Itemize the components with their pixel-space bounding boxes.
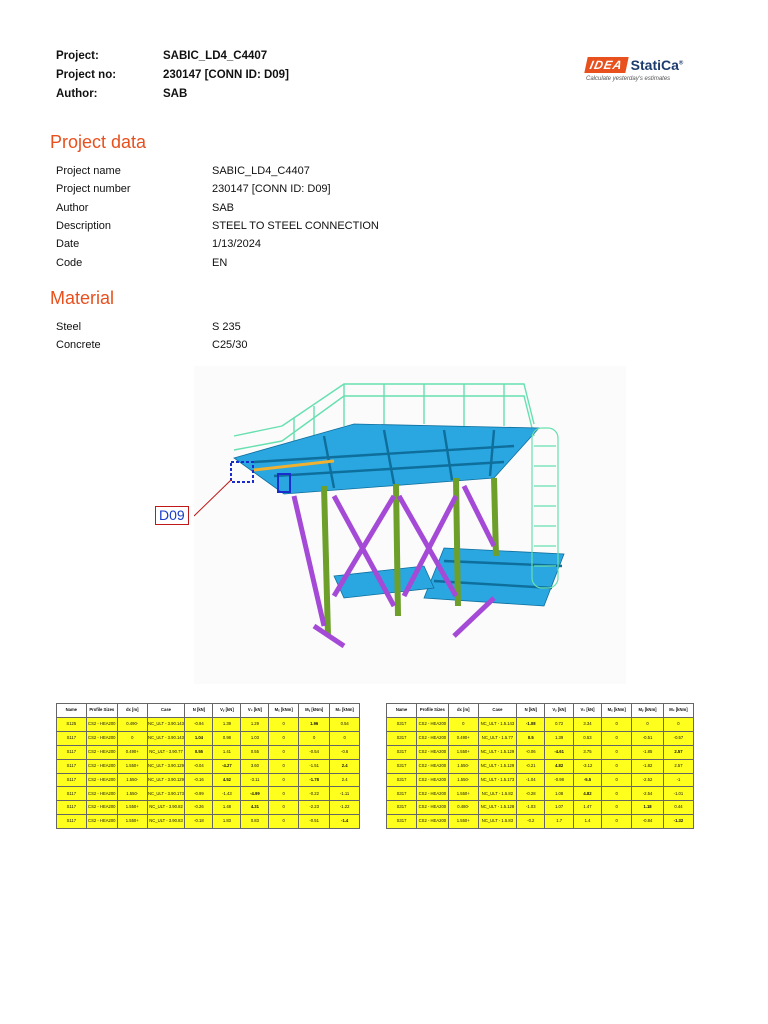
table-cell: 1.39 — [545, 731, 573, 745]
table-cell: CS2 - HEA200 — [417, 787, 449, 801]
table-cell: 2.57 — [663, 759, 693, 773]
table-cell: 0 — [269, 773, 299, 787]
table-cell: NC_ULT - 3.90.173 — [147, 787, 185, 801]
kv-row — [56, 336, 247, 354]
table-cell: -0.99 — [185, 787, 213, 801]
table-row — [57, 787, 360, 801]
table-cell: -2.52 — [632, 773, 664, 787]
table-cell: NC_ULT - 1.5.128 — [478, 801, 516, 815]
table-cell: 1.41 — [213, 745, 241, 759]
table-row — [57, 731, 360, 745]
kv-label: Steel — [56, 321, 82, 334]
table-cell: -0.57 — [663, 731, 693, 745]
header-value: SAB — [163, 87, 188, 100]
table-header-row — [57, 704, 360, 718]
table-cell: -1.08 — [517, 718, 545, 732]
table-cell: 1.550+ — [117, 815, 147, 829]
kv-value: SAB — [212, 201, 235, 214]
table-cell: -0.84 — [632, 815, 664, 829]
table-cell: CS2 - HEA200 — [417, 731, 449, 745]
kv-row — [56, 318, 247, 336]
table-cell: 0 — [602, 731, 632, 745]
column-header: M₂ [kNm] — [330, 704, 360, 718]
table-cell: 1.08 — [545, 787, 573, 801]
column-header: N [kN] — [517, 704, 545, 718]
table-cell: -3.12 — [573, 759, 601, 773]
kv-value: SABIC_LD4_C4407 — [212, 165, 310, 178]
table-cell: NC_ULT - 3.90.129 — [147, 759, 185, 773]
table-row — [57, 718, 360, 732]
table-cell: -1.32 — [663, 815, 693, 829]
kv-row — [56, 235, 379, 253]
column-header: dx [m] — [448, 704, 478, 718]
table-cell: S317 — [387, 718, 417, 732]
kv-label: Author — [56, 201, 89, 214]
table-cell: -4.61 — [545, 745, 573, 759]
column-header: Vᵧ [kN] — [213, 704, 241, 718]
table-cell: 0.83 — [241, 815, 269, 829]
table-cell: CS2 - HEA200 — [86, 731, 117, 745]
table-cell: 0 — [269, 787, 299, 801]
logo-mark: IDEA — [584, 57, 628, 73]
table-cell: CS2 - HEA200 — [86, 759, 117, 773]
column-header: Name — [57, 704, 87, 718]
table-cell: S117 — [57, 801, 87, 815]
table-cell: NC_ULT - 3.90.143 — [147, 731, 185, 745]
table-cell: 0.72 — [545, 718, 573, 732]
table-cell: 0 — [602, 745, 632, 759]
table-cell: -1 — [663, 773, 693, 787]
steel-structure-drawing — [194, 366, 626, 684]
table-cell: S117 — [57, 759, 87, 773]
table-header-row — [387, 704, 694, 718]
table-cell: -2.23 — [299, 801, 330, 815]
table-cell: NC_ULT - 1.5.83 — [478, 815, 516, 829]
table-cell: 1.550+ — [448, 787, 478, 801]
table-cell: 3.75 — [573, 745, 601, 759]
table-cell: 0.490+ — [117, 745, 147, 759]
header-row-author — [56, 84, 289, 103]
table-cell: S317 — [387, 745, 417, 759]
table-cell: -0.51 — [632, 731, 664, 745]
table-cell: S117 — [57, 745, 87, 759]
table-cell: CS2 - HEA200 — [417, 745, 449, 759]
table-cell: 0 — [602, 773, 632, 787]
table-cell: 0.480- — [448, 801, 478, 815]
table-cell: 1.550- — [117, 787, 147, 801]
table-cell: 1.550+ — [448, 745, 478, 759]
table-cell: -1.22 — [330, 801, 360, 815]
table-cell: 0 — [269, 815, 299, 829]
table-cell: 2.57 — [663, 745, 693, 759]
table-cell: 1.550+ — [117, 759, 147, 773]
kv-row — [56, 217, 379, 235]
project-data-list — [56, 162, 379, 272]
kv-value: EN — [212, 256, 228, 269]
table-cell: 0 — [269, 745, 299, 759]
table-cell: 1.4 — [573, 815, 601, 829]
table-cell: -0.16 — [185, 773, 213, 787]
table-cell: -4.99 — [241, 787, 269, 801]
column-header: M₂ [kNm] — [663, 704, 693, 718]
table-cell: S117 — [57, 773, 87, 787]
idea-statica-logo — [586, 56, 726, 90]
logo-tagline: Calculate yesterday's estimates — [586, 76, 671, 82]
table-cell: S117 — [57, 815, 87, 829]
table-cell: CS2 - HEA200 — [86, 787, 117, 801]
kv-row — [56, 199, 379, 217]
table-cell: 1.03 — [241, 731, 269, 745]
column-header: Profile Sizes — [417, 704, 449, 718]
table-cell: CS2 - HEA200 — [86, 745, 117, 759]
table-cell: -5.5 — [573, 773, 601, 787]
table-cell: 0 — [330, 731, 360, 745]
table-cell: -1.01 — [663, 787, 693, 801]
table-cell: -1.04 — [517, 773, 545, 787]
table-cell: NC_ULT - 1.5.173 — [478, 773, 516, 787]
kv-label: Description — [56, 220, 112, 233]
table-cell: -1.03 — [517, 801, 545, 815]
table-cell: 1.550+ — [448, 815, 478, 829]
column-header: N [kN] — [185, 704, 213, 718]
table-cell: CS2 - HEA200 — [86, 801, 117, 815]
table-cell: 2.4 — [330, 759, 360, 773]
table-cell: 0 — [448, 718, 478, 732]
table-cell: 1.39 — [213, 718, 241, 732]
table-cell: S317 — [387, 759, 417, 773]
table-cell: 1.04 — [185, 731, 213, 745]
table-cell: S317 — [387, 801, 417, 815]
table-cell: 0 — [602, 759, 632, 773]
column-header: Mₓ [kNm] — [269, 704, 299, 718]
table-cell: 0 — [269, 759, 299, 773]
table-cell: 1.83 — [213, 815, 241, 829]
table-cell: -0.06 — [517, 745, 545, 759]
kv-value: 230147 [CONN ID: D09] — [212, 183, 331, 196]
table-cell: S317 — [387, 731, 417, 745]
table-cell: NC_ULT - 1.5.143 — [478, 718, 516, 732]
table-cell: -1.85 — [632, 745, 664, 759]
table-cell: S117 — [57, 731, 87, 745]
kv-row — [56, 162, 379, 180]
header-label: Author: — [56, 87, 98, 100]
table-row — [387, 801, 694, 815]
table-cell: 0 — [663, 718, 693, 732]
table-row — [387, 718, 694, 732]
table-cell: -0.54 — [299, 745, 330, 759]
header-label: Project: — [56, 49, 99, 62]
table-cell: 0 — [602, 718, 632, 732]
table-cell: 0 — [269, 731, 299, 745]
kv-row — [56, 253, 379, 271]
table-cell: 1.550- — [448, 773, 478, 787]
table-row — [57, 801, 360, 815]
column-header: Profile Sizes — [86, 704, 117, 718]
table-cell: S317 — [387, 787, 417, 801]
table-cell: NC_ULT - 1.5.77 — [478, 731, 516, 745]
table-cell: 0.54 — [330, 718, 360, 732]
table-cell: -0.04 — [185, 759, 213, 773]
table-cell: 4.82 — [573, 787, 601, 801]
table-cell: 0.44 — [663, 801, 693, 815]
table-cell: 1.07 — [545, 801, 573, 815]
table-cell: S117 — [57, 787, 87, 801]
table-cell: -0.22 — [299, 787, 330, 801]
section-title-material: Material — [50, 288, 115, 308]
table-row — [57, 759, 360, 773]
column-header: V₂ [kN] — [241, 704, 269, 718]
table-cell: 1.550+ — [117, 801, 147, 815]
table-cell: -0.28 — [517, 787, 545, 801]
table-cell: -1.43 — [213, 787, 241, 801]
table-cell: 2.4 — [330, 773, 360, 787]
table-cell: 0.55 — [185, 745, 213, 759]
kv-label: Project number — [56, 183, 131, 196]
table-cell: -4.27 — [213, 759, 241, 773]
table-cell: CS2 - HEA200 — [417, 801, 449, 815]
column-header: Vᵧ [kN] — [545, 704, 573, 718]
table-cell: -0.18 — [185, 815, 213, 829]
table-cell: 0 — [602, 787, 632, 801]
table-cell: 4.82 — [545, 759, 573, 773]
column-header: Name — [387, 704, 417, 718]
table-cell: S317 — [387, 815, 417, 829]
material-list — [56, 318, 247, 355]
kv-label: Concrete — [56, 339, 101, 352]
table-row — [387, 731, 694, 745]
kv-label: Date — [56, 238, 80, 251]
column-header: Case — [478, 704, 516, 718]
table-cell: 1.96 — [299, 718, 330, 732]
report-header — [56, 46, 289, 103]
internal-forces-table-right — [386, 703, 694, 829]
column-header: Mᵧ [kNm] — [299, 704, 330, 718]
table-cell: NC_ULT - 1.5.82 — [478, 787, 516, 801]
table-row — [387, 759, 694, 773]
table-cell: 0 — [269, 801, 299, 815]
internal-forces-table-left — [56, 703, 360, 829]
table-cell: CS2 - HEA200 — [417, 759, 449, 773]
table-cell: NC_ULT - 3.90.143 — [147, 718, 185, 732]
table-cell: 4.31 — [241, 801, 269, 815]
table-cell: NC_ULT - 3.90.82 — [147, 801, 185, 815]
table-cell: 0 — [117, 731, 147, 745]
table-row — [387, 745, 694, 759]
table-cell: 0.53 — [573, 731, 601, 745]
table-cell: 1.29 — [241, 718, 269, 732]
table-cell: 0 — [632, 718, 664, 732]
table-cell: -2.54 — [632, 787, 664, 801]
table-cell: 0.490+ — [448, 731, 478, 745]
table-cell: NC_ULT - 3.90.77 — [147, 745, 185, 759]
table-row — [387, 773, 694, 787]
structure-3d-image — [194, 366, 626, 684]
logo-name: StatiCa® — [630, 57, 684, 73]
table-cell: S317 — [387, 773, 417, 787]
table-cell: CS2 - HEA200 — [417, 815, 449, 829]
table-cell: CS2 - HEA200 — [86, 718, 117, 732]
table-cell: CS2 - HEA200 — [86, 815, 117, 829]
header-label: Project no: — [56, 68, 117, 81]
table-cell: 0 — [269, 718, 299, 732]
table-row — [57, 815, 360, 829]
table-cell: 0.55 — [241, 745, 269, 759]
column-header: dx [m] — [117, 704, 147, 718]
table-cell: 1.7 — [545, 815, 573, 829]
table-cell: -0.21 — [517, 759, 545, 773]
table-cell: 0 — [602, 801, 632, 815]
kv-value: 1/13/2024 — [212, 238, 261, 251]
table-row — [387, 815, 694, 829]
kv-label: Code — [56, 256, 83, 269]
table-cell: 4.52 — [213, 773, 241, 787]
table-cell: 3.60 — [241, 759, 269, 773]
table-cell: -0.98 — [545, 773, 573, 787]
table-cell: NC_ULT - 1.5.129 — [478, 759, 516, 773]
header-row-project-no — [56, 65, 289, 84]
table-cell: NC_ULT - 3.90.129 — [147, 773, 185, 787]
table-cell: 0.490- — [117, 718, 147, 732]
header-row-project — [56, 46, 289, 65]
header-value: SABIC_LD4_C4407 — [163, 49, 268, 62]
table-cell: 1.550- — [117, 773, 147, 787]
column-header: V₂ [kN] — [573, 704, 601, 718]
table-cell: 0.98 — [213, 731, 241, 745]
table-cell: NC_ULT - 1.5.129 — [478, 745, 516, 759]
table-cell: 1.47 — [573, 801, 601, 815]
table-row — [57, 745, 360, 759]
kv-value: S 235 — [212, 321, 241, 334]
kv-value: C25/30 — [212, 339, 248, 352]
table-cell: -1.11 — [330, 787, 360, 801]
column-header: Mᵧ [kNm] — [632, 704, 664, 718]
table-cell: -1.4 — [330, 815, 360, 829]
kv-label: Project name — [56, 165, 121, 178]
table-row — [57, 773, 360, 787]
table-cell: -1.82 — [632, 759, 664, 773]
table-cell: 0 — [299, 731, 330, 745]
connection-callout-label: D09 — [155, 506, 189, 525]
table-cell: 1.550- — [448, 759, 478, 773]
column-header: Case — [147, 704, 185, 718]
table-cell: -0.26 — [185, 801, 213, 815]
table-cell: -1.78 — [299, 773, 330, 787]
section-title-project-data: Project data — [50, 132, 147, 152]
table-cell: 0.5 — [517, 731, 545, 745]
table-cell: -0.94 — [185, 718, 213, 732]
table-cell: 3.34 — [573, 718, 601, 732]
table-cell: 0 — [602, 815, 632, 829]
table-cell: 1.18 — [632, 801, 664, 815]
table-cell: CS2 - HEA200 — [86, 773, 117, 787]
table-cell: CS2 - HEA200 — [417, 718, 449, 732]
table-cell: -3.11 — [241, 773, 269, 787]
table-cell: -0.51 — [299, 815, 330, 829]
table-cell: -1.51 — [299, 759, 330, 773]
table-cell: CS2 - HEA200 — [417, 773, 449, 787]
table-cell: -0.2 — [517, 815, 545, 829]
table-cell: S125 — [57, 718, 87, 732]
kv-row — [56, 180, 379, 198]
kv-value: STEEL TO STEEL CONNECTION — [212, 220, 379, 233]
column-header: Mₓ [kNm] — [602, 704, 632, 718]
header-value: 230147 [CONN ID: D09] — [163, 68, 289, 81]
table-cell: 1.48 — [213, 801, 241, 815]
table-cell: -0.6 — [330, 745, 360, 759]
table-row — [387, 787, 694, 801]
table-cell: NC_ULT - 3.90.83 — [147, 815, 185, 829]
